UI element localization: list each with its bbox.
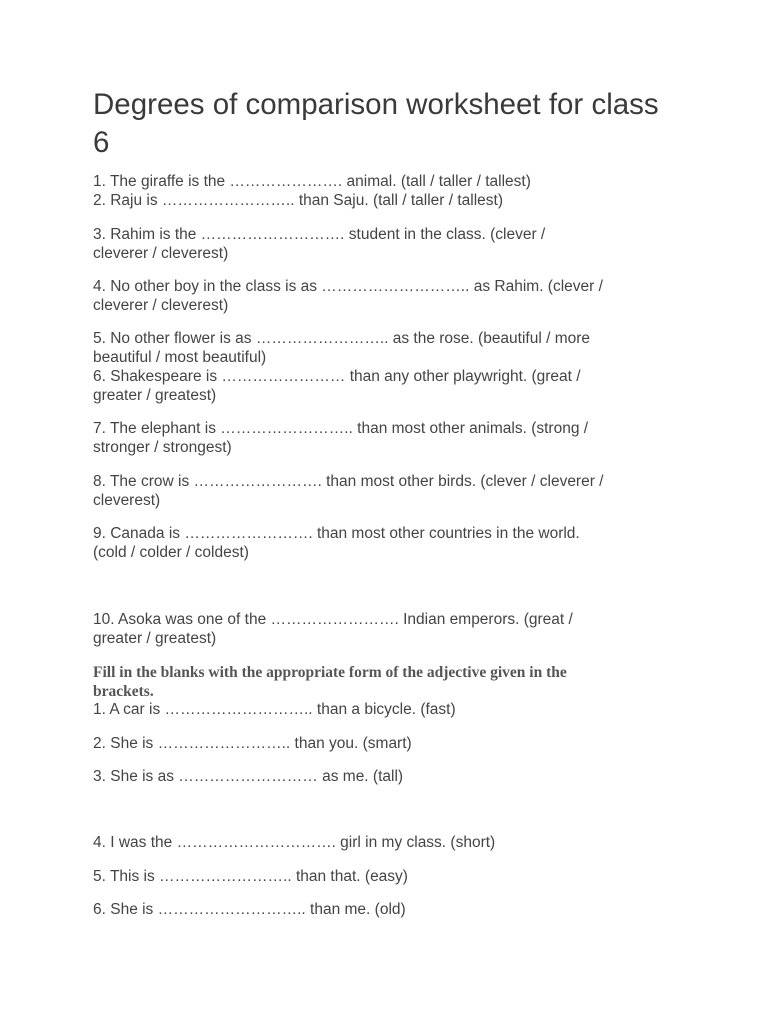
question-5-line-2: beautiful / most beautiful) <box>93 349 267 366</box>
question-9-line-1: 9. Canada is ……………………. than most other countries in the world. <box>93 525 580 542</box>
question-10-line-1: 10. Asoka was one of the ……………………. Indian emperors. (great / <box>93 611 573 628</box>
exercise-question-6: 6. She is ……………………….. than me. (old) <box>93 901 406 918</box>
question-10-line-2: greater / greatest) <box>93 630 217 647</box>
section-heading-line-1: Fill in the blanks with the appropriate form of the adjective given in the <box>93 664 567 681</box>
question-8-line-1: 8. The crow is ……………………. than most other birds. (clever / cleverer / <box>93 473 604 490</box>
exercise-question-2: 2. She is …………………….. than you. (smart) <box>93 735 412 752</box>
question-6-line-2: greater / greatest) <box>93 387 217 404</box>
page-title: Degrees of comparison worksheet for class 6 <box>93 88 659 159</box>
exercise-question-3: 3. She is as ……………………… as me. (tall) <box>93 768 404 785</box>
question-3-line-1: 3. Rahim is the ………………………. student in the class. (clever / <box>93 226 546 243</box>
question-8-line-2: cleverest) <box>93 492 161 509</box>
question-7-line-1: 7. The elephant is …………………….. than most other animals. (strong / <box>93 420 589 437</box>
question-6-line-1: 6. Shakespeare is …………………… than any other playwright. (great / <box>93 368 581 385</box>
question-5-line-1: 5. No other flower is as …………………….. as the rose. (beautiful / more <box>93 330 591 347</box>
question-4-line-1: 4. No other boy in the class is as ……………………….. as Rahim. (clever / <box>93 278 603 295</box>
question-3-line-2: cleverer / cleverest) <box>93 245 229 262</box>
section-heading-line-2: brackets. <box>93 683 154 700</box>
question-7-line-2: stronger / strongest) <box>93 439 232 456</box>
question-4-line-2: cleverer / cleverest) <box>93 297 229 314</box>
question-1: 1. The giraffe is the …………………. animal. (tall / taller / tallest) <box>93 173 531 190</box>
exercise-question-5: 5. This is …………………….. than that. (easy) <box>93 868 408 885</box>
question-2: 2. Raju is …………………….. than Saju. (tall / taller / tallest) <box>93 192 504 209</box>
exercise-question-1: 1. A car is ……………………….. than a bicycle. (fast) <box>93 701 456 718</box>
exercise-question-4: 4. I was the …………………………. girl in my class. (short) <box>93 834 496 851</box>
question-9-line-2: (cold / colder / coldest) <box>93 544 249 561</box>
